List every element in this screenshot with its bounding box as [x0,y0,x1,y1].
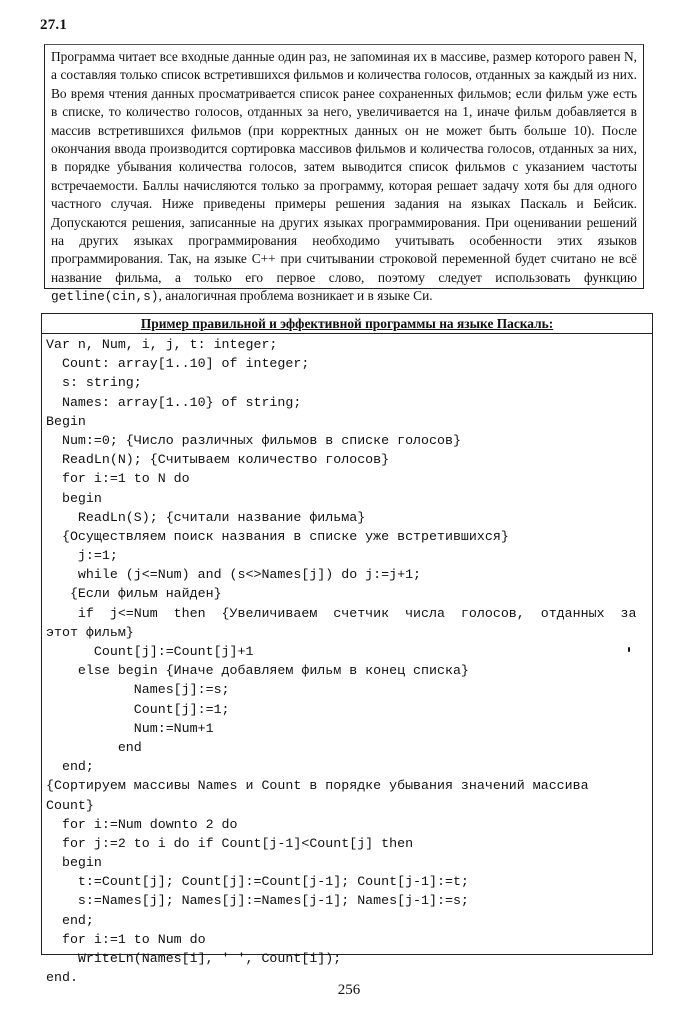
solution-description [51,48,637,307]
code-line: Count: array[1..10] of integer; [46,356,310,372]
code-line: if j<=Num then {Увеличиваем счетчик числа голосов, отданных за [46,605,637,621]
code-line: begin [46,855,102,871]
code-line: ReadLn(S); {считали название фильма} [46,509,366,525]
pascal-code-listing [42,334,652,987]
code-line: {Осуществляем поиск названия в списке уже встретившихся} [46,528,509,544]
code-line: Count} [46,797,94,813]
code-line: for i:=Num downto 2 do [46,816,238,832]
code-example-header: Пример правильной и эффективной программы на языке Паскаль: [42,314,652,334]
code-line: end. [46,970,78,986]
code-line: end [46,739,142,755]
code-line: Begin [46,413,86,429]
description-text-end: , аналогичная проблема возникает и в языке Си. [158,288,433,304]
scan-speck [628,647,630,652]
code-line: else begin {Иначе добавляем фильм в конец списка} [46,663,469,679]
code-line: Num:=Num+1 [46,720,214,736]
code-line: end; [46,759,94,775]
code-line: end; [46,912,94,928]
code-line: j:=1; [46,548,118,564]
code-line: Names[j]:=s; [46,682,230,698]
code-line: while (j<=Num) and (s<>Names[j]) do j:=j+1; [46,567,422,583]
page-number: 256 [337,982,361,998]
code-line: for j:=2 to i do if Count[j-1]<Count[j] then [46,835,414,851]
solution-description-box [44,44,644,305]
code-line: Count[j]:=1; [46,701,230,717]
inline-code: getline(cin,s) [51,289,159,305]
code-line: Count[j]:=Count[j]+1 [46,644,254,659]
code-line: Var n, Num, i, j, t: integer; [46,337,278,352]
code-line: Num:=0; {Число различных фильмов в списке голосов} [46,432,461,448]
code-line: begin [46,490,102,506]
code-line: t:=Count[j]; Count[j]:=Count[j-1]; Count[j-1]:=t; [46,874,469,890]
code-line: for i:=1 to Num do [46,931,206,947]
code-line: for i:=1 to N do [46,471,190,487]
task-number: 27.1 [40,17,68,33]
code-line: s: string; [46,375,142,391]
code-line: {Сортируем массивы Names и Count в порядке убывания значений массива [46,778,589,794]
code-line: ReadLn(N); {Считываем количество голосов} [46,452,390,468]
code-line: WriteLn(Names[i], ' ', Count[i]); [46,951,342,966]
description-text: Программа читает все входные данные один раз, не запоминая их в массиве, размер которого равен N, а составляя только список встретившихся фильмов и количества голосов, отданных за каждый из них. Во время чтения данных просматривается список ранее сохраненных фильмов; если фильм уже есть в списке, то количество голосов, отданных за него, увеличивается на 1, иначе фильм добавляется в массив встретившихся фильмов (при корректных данных он не может быть больше 10). После окончания ввода производится сортировка массивов фильмов и количества голосов, отданных за них, в порядке убывания количества голосов, затем выводится список фильмов с указанием частоты встречаемости. Баллы начисляются только за программу, которая решает задачу хотя бы для одного частного случая. Ниже приведены примеры решения задания на языках Паскаль и Бейсик. Допускаются решения, записанные на других языках программирования. При оценивании решений на других языках программирования необходимо учитывать особенности этих языков программирования. Так, на языке C++ при считывании строковой переменной будет считано не всё название фильма, а только его первое слово, поэтому следует использовать функцию [51,49,637,285]
code-line: {Если фильм найден} [46,586,222,602]
code-line: Names: array[1..10} of string; [46,394,302,410]
code-line: s:=Names[j]; Names[j]:=Names[j-1]; Names[j-1]:=s; [46,893,469,909]
code-line: этот фильм} [46,624,134,640]
code-example-box [41,313,653,986]
